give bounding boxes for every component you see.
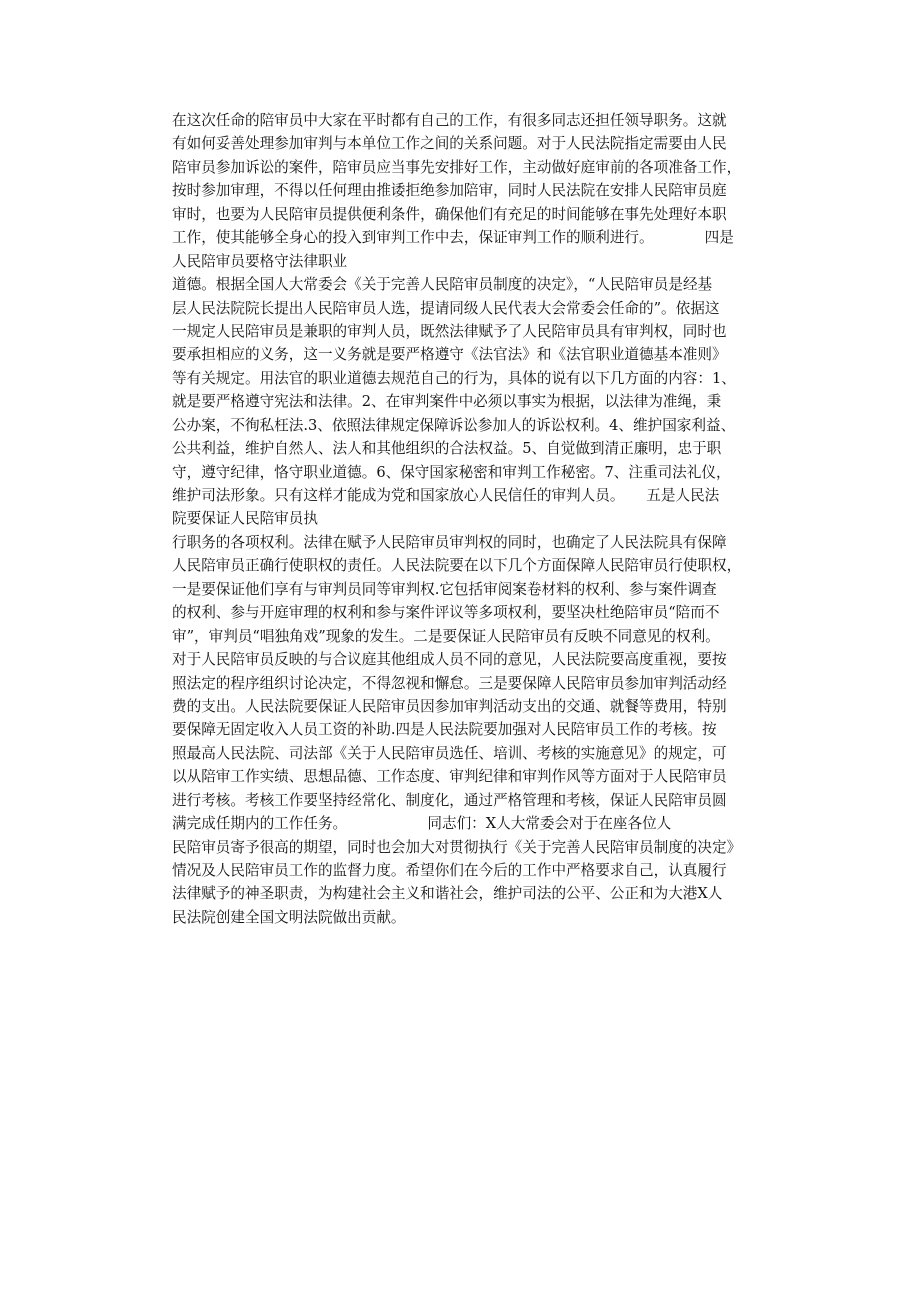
text-line: 层人民法院院长提出人民陪审员人选，提请同级人民代表大会常委会任命的”。依据这 — [172, 299, 720, 317]
text-line: 的权利、参与开庭审理的权利和参与案件评议等多项权利，要坚决杜绝陪审员“陪而不 — [172, 604, 720, 622]
text-line: 一规定人民陪审员是兼职的审判人员，既然法律赋予了人民陪审员具有审判权，同时也 — [172, 322, 727, 340]
text-line: 陪审员参加诉讼的案件，陪审员应当事先安排好工作，主动做好庭审前的各项准备工作， — [172, 158, 742, 176]
text-line: 对于人民陪审员反映的与合议庭其他组成人员不同的意见，人民法院要高度重视，要按 — [172, 651, 727, 669]
text-line: 审”，审判员“唱独角戏”现象的发生。二是要保证人民陪审员有反映不同意见的权利。 — [172, 627, 720, 645]
text-line: 公共利益，维护自然人、法人和其他组织的合法权益。5、自觉做到清正廉明，忠于职 — [172, 440, 722, 458]
text-line: 费的支出。人民法院要保证人民陪审员因参加审判活动支出的交通、就餐等费用，特别 — [172, 697, 727, 715]
text-line: 公办案，不徇私枉法.3、依照法律规定保障诉讼参加人的诉讼权利。4、维护国家利益、 — [172, 416, 736, 434]
text-line: 道德。根据全国人大常委会《关于完善人民陪审员制度的决定》，“人民陪审员是经基 — [172, 276, 713, 294]
text-line: 在这次任命的陪审员中大家在平时都有自己的工作，有很多同志还担任领导职务。这就 — [172, 112, 727, 129]
text-line: 按时参加审理，不得以任何理由推诿拒绝参加陪审，同时人民法院在安排人民陪审员庭 — [172, 182, 727, 200]
text-line: 就是要严格遵守宪法和法律。2、在审判案件中必须以事实为根据，以法律为准绳，秉 — [172, 393, 722, 411]
text-line: 情况及人民陪审员工作的监督力度。希望你们在今后的工作中严格要求自己，认真履行 — [172, 862, 727, 879]
text-line: 照法定的程序组织讨论决定，不得忽视和懈怠。三是要保障人民陪审员参加审判活动经 — [172, 674, 727, 692]
text-line: 等有关规定。用法官的职业道德去规范自己的行为，具体的说有以下几方面的内容：1、 — [172, 369, 736, 387]
text-line: 有如何妥善处理参加审判与本单位工作之间的关系问题。对于人民法院指定需要由人民 — [172, 135, 727, 153]
text-line: 民陪审员寄予很高的期望，同时也会加大对贯彻执行《关于完善人民陪审员制度的决定》 — [172, 838, 742, 856]
text-line: 一是要保证他们享有与审判员同等审判权.它包括审阅案卷材料的权利、参与案件调查 — [172, 580, 717, 598]
text-line: 满完成任期内的工作任务。 同志们：X人大常委会对于在座各位人 — [172, 815, 672, 833]
text-line: 民法院创建全国文明法院做出贡献。 — [172, 908, 406, 926]
text-line: 人民陪审员正确行使职权的责任。人民法院要在以下几个方面保障人民陪审员行使职权， — [172, 557, 742, 575]
text-line: 工作，使其能够全身心的投入到审判工作中去，保证审判工作的顺利进行。 四是 — [172, 229, 734, 247]
text-line: 进行考核。考核工作要坚持经常化、制度化，通过严格管理和考核，保证人民陪审员圆 — [172, 791, 727, 809]
document-body — [172, 109, 754, 929]
text-line: 守，遵守纪律，恪守职业道德。6、保守国家秘密和审判工作秘密。7、注重司法礼仪， — [172, 463, 731, 481]
text-line: 维护司法形象。只有这样才能成为党和国家放心人民信任的审判人员。 五是人民法 — [172, 487, 720, 504]
text-line: 行职务的各项权利。法律在赋予人民陪审员审判权的同时，也确定了人民法院具有保障 — [172, 533, 727, 551]
text-line: 要承担相应的义务，这一义务就是要严格遵守《法官法》和《法官职业道德基本准则》 — [172, 346, 727, 364]
text-line: 照最高人民法院、司法部《关于人民陪审员选任、培训、考核的实施意见》的规定，可 — [172, 744, 727, 762]
text-line: 审时，也要为人民陪审员提供便利条件，确保他们有充足的时间能够在事先处理好本职 — [172, 205, 727, 223]
text-line: 法律赋予的神圣职责，为构建社会主义和谐社会，维护司法的公平、公正和为大港X人 — [172, 885, 723, 903]
text-line: 要保障无固定收入人员工资的补助.四是人民法院要加强对人民陪审员工作的考核。按 — [172, 721, 717, 739]
text-line: 以从陪审工作实绩、思想品德、工作态度、审判纪律和审判作风等方面对于人民陪审员 — [172, 768, 727, 786]
text-line: 人民陪审员要格守法律职业 — [172, 252, 348, 270]
text-line: 院要保证人民陪审员执 — [172, 510, 318, 528]
